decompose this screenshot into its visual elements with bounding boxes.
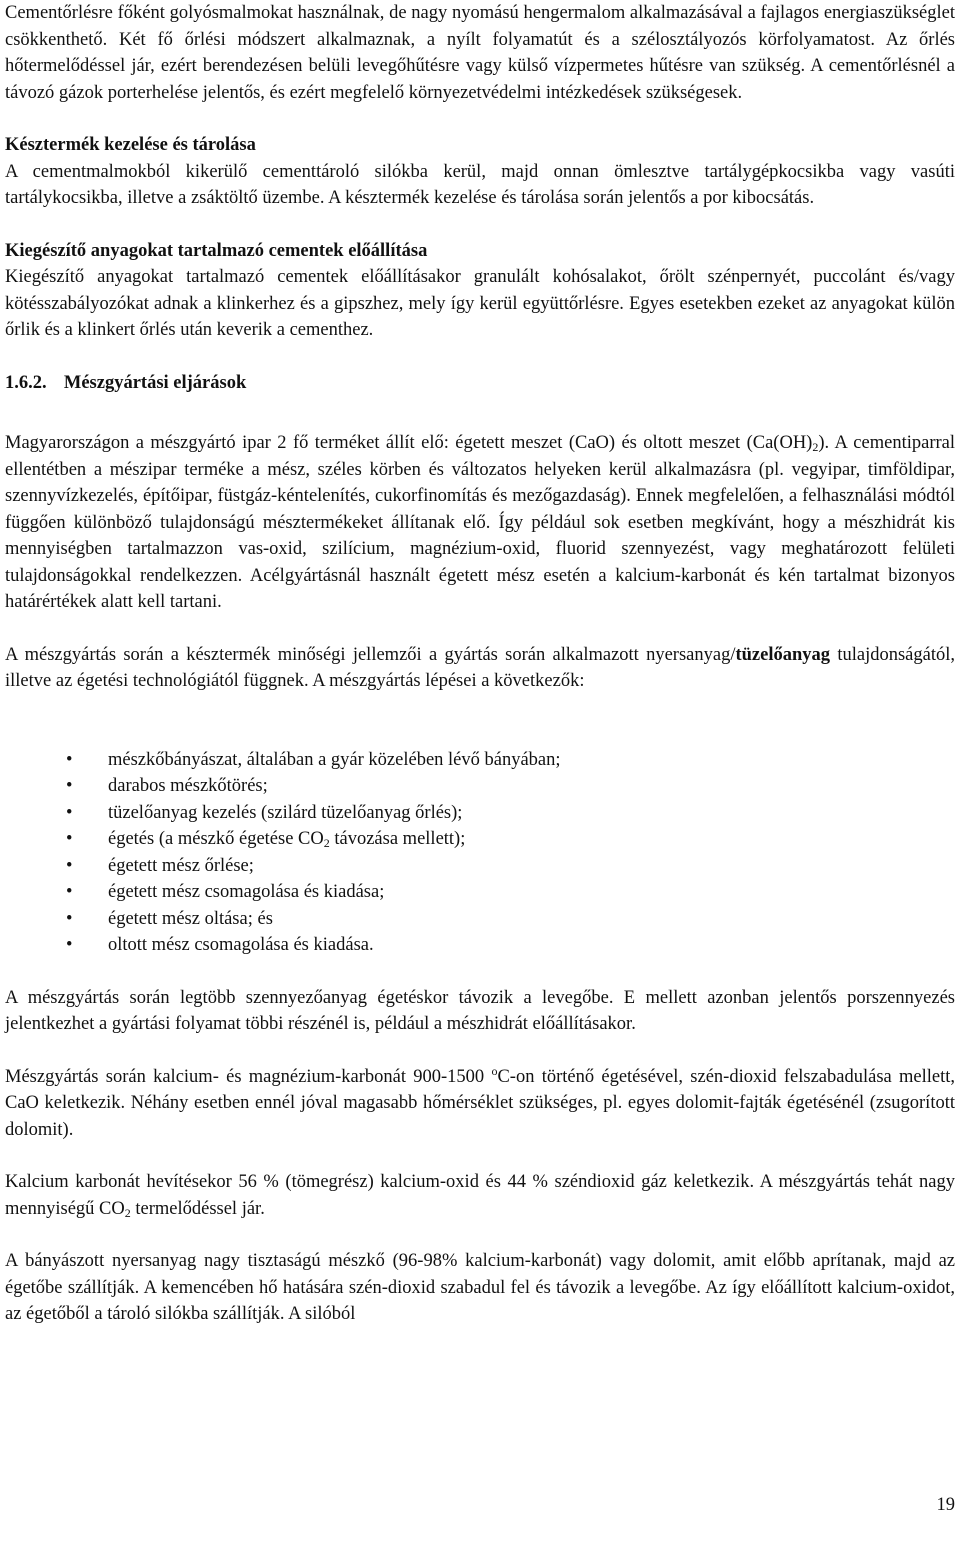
list-item	[5, 853, 955, 880]
bullet-icon: •	[66, 882, 73, 902]
step-text: távozása mellett);	[329, 829, 466, 849]
subscript: 2	[323, 836, 330, 850]
raw-material-paragraph: A bányászott nyersanyag nagy tisztaságú mészkő (96-98% kalcium-karbonát) vagy dolomit, amit előbb aprítanak, majd az égetőbe szállítják. A kemencében hő hatására szén-dioxid szabadul fel és távozik a levegőbe. Az így előállított kalcium-oxidot, az égetőből a tároló silókba szállítják. A silóból	[5, 1251, 955, 1324]
fuel-term: tüzelőanyag	[735, 644, 831, 665]
bullet-icon: •	[66, 935, 73, 955]
quality-text-b: tulajdonságától, illetve az égetési technológiától függnek. A mészgyártás lépései a következők:	[5, 644, 955, 691]
step-text: égetett mész őrlése;	[108, 855, 254, 876]
burning-text-b: C-on történő égetésével, szén-dioxid felszabadulása mellett, CaO keletkezik. Néhány esetben ennél jóval magasabb hőmérséklet szükséges, pl. egyes dolomit-fajták égetésénél (zsugorított dolomit).	[5, 1066, 956, 1140]
additive-cements-text: Kiegészítő anyagokat tartalmazó cementek előállításakor granulált kohósalakot, őrölt szénpernyét, puccolánt és/vagy kötésszabályozókat adnak a klinkerhez és a gipszhez, mely így kerül együttőrlésre. Egyes esetekben ezeket az anyagokat külön őrlik és a klinkert őrlés után keverik a cementhez.	[5, 267, 955, 340]
list-item	[5, 906, 955, 933]
page-number: 19	[936, 1495, 955, 1515]
subsection-title: Mészgyártási eljárások	[63, 372, 247, 393]
subscript: 2	[812, 440, 819, 454]
bullet-icon: •	[66, 829, 73, 849]
step-text: égetés (a mészkő égetése CO	[108, 829, 324, 849]
step-text: darabos mészkőtörés;	[108, 776, 268, 796]
calcination-text-a: Kalcium karbonát hevítésekor 56 % (tömegrész) kalcium-oxid és 44 % széndioxid gáz keletkezik. A mészgyártás tehát nagy mennyiségű CO	[5, 1172, 955, 1219]
lime-products-text-a: Magyarországon a mészgyártó ipar 2 fő terméket állít elő: égetett meszet (CaO) és oltott meszet (Ca(OH)	[5, 433, 813, 453]
additive-cements-section	[5, 238, 955, 344]
step-text: oltott mész csomagolása és kiadása.	[108, 935, 374, 955]
list-item	[5, 773, 955, 800]
list-item	[5, 747, 955, 774]
list-item	[5, 879, 955, 906]
burning-text-a: Mészgyártás során kalcium- és magnézium-karbonát 900-1500	[5, 1066, 492, 1087]
step-text: égetett mész csomagolása és kiadása;	[108, 882, 385, 902]
step-text: mészkőbányászat, általában a gyár közelében lévő bányában;	[108, 749, 561, 770]
subsection-heading	[5, 370, 955, 397]
subsection-number: 1.6.2.	[5, 372, 47, 393]
quality-text-a: A mészgyártás során a késztermék minőségi jellemzői a gyártás során alkalmazott nyersanyag/	[5, 644, 736, 665]
calcination-paragraph	[5, 1169, 955, 1222]
superscript: o	[491, 1063, 498, 1078]
list-item	[5, 826, 955, 853]
list-item	[5, 800, 955, 827]
bullet-icon: •	[66, 855, 73, 876]
document-page	[5, 0, 955, 1328]
bullet-icon: •	[66, 908, 73, 929]
calcination-text-b: termelődéssel jár.	[130, 1198, 265, 1219]
list-item	[5, 932, 955, 959]
additive-cements-heading: Kiegészítő anyagokat tartalmazó cementek előállítása	[5, 240, 428, 261]
step-text: tüzelőanyag kezelés (szilárd tüzelőanyag őrlés);	[108, 802, 463, 823]
quality-paragraph	[5, 642, 955, 695]
burning-paragraph	[5, 1064, 955, 1144]
lime-products-text-b: ). A cementiparral ellentétben a mészipar terméke a mész, széles körben és változatos helyeken kerül alkalmazásra (pl. vegyipar, timföldipar, szennyvízkezelés, építőipar, füstgáz-kéntelenítés, cukorfinomítás és mezőgazdaság). Ennek megfelelően, a felhasználási módtól függően különböző tulajdonságú mésztermékeket állítanak elő. Így például sok esetben megkívánt, hogy a mészhidrát kis mennyiségben tartalmazzon vas-oxid, szilícium, magnézium-oxid, fluorid szennyezést, vagy meghatározott felületi tulajdonságokkal rendelkezzen. Acélgyártásnál használt égetett mész esetén a kalcium-karbonát és kén tartalmat bizonyos határértékek alatt kell tartani.	[5, 433, 955, 612]
bullet-icon: •	[66, 749, 73, 770]
production-steps-list	[5, 747, 955, 959]
lime-products-paragraph	[5, 430, 955, 616]
subscript: 2	[124, 1205, 131, 1220]
finished-product-section	[5, 132, 955, 212]
pollution-paragraph: A mészgyártás során legtöbb szennyezőanyag égetéskor távozik a levegőbe. E mellett azonban jelentős porszennyezés jelentkezhet a gyártási folyamat többi részénél is, például a mészhidrát előállításakor.	[5, 987, 955, 1034]
finished-product-text: A cementmalmokból kikerülő cementtároló silókba kerül, majd onnan ömlesztve tartálygépkocsikba vagy vasúti tartálykocsikba, illetve a zsáktöltő üzembe. A késztermék kezelése és tárolása során jelentős a por kibocsátás.	[5, 161, 955, 208]
finished-product-heading: Késztermék kezelése és tárolása	[5, 135, 256, 155]
intro-paragraph: Cementőrlésre főként golyósmalmokat használnak, de nagy nyomású hengermalom alkalmazásával a fajlagos energiaszükséglet csökkenthető. Két fő őrlési módszert alkalmaznak, a nyílt folyamatút és a szélosztályozós körfolyamatost. Az őrlés hőtermelődéssel jár, ezért berendezésen belüli levegőhűtésre vagy külső vízpermetes hűtésre van szükség. A cementőrlésnél a távozó gázok porterhelése jelentős, és ezért megfelelő környezetvédelmi intézkedések szükségesek.	[5, 3, 955, 103]
step-text: égetett mész oltása; és	[108, 908, 273, 929]
bullet-icon: •	[66, 802, 73, 823]
bullet-icon: •	[66, 776, 73, 796]
